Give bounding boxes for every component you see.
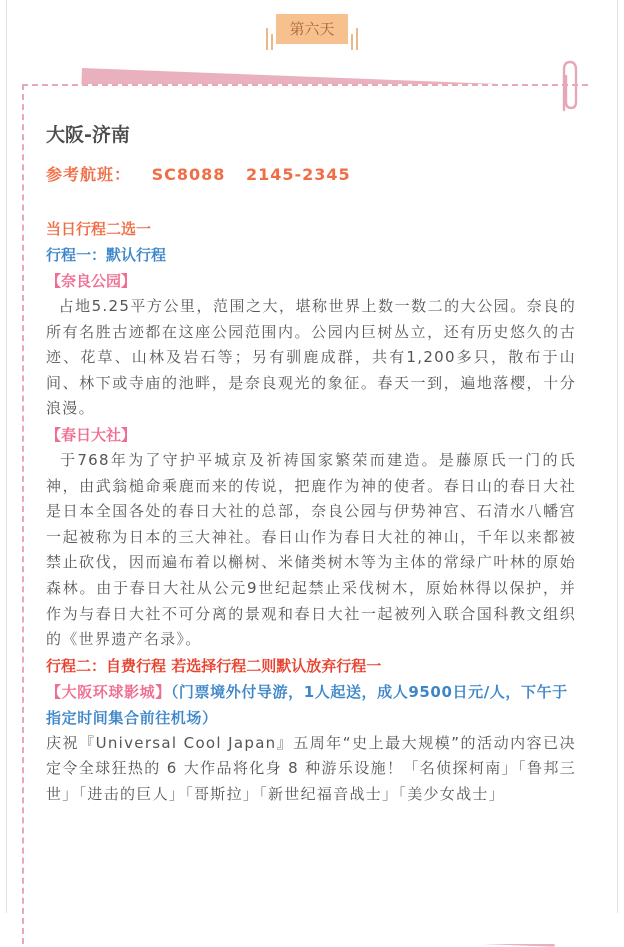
paperclip-icon bbox=[556, 58, 582, 116]
badge-tick-right-inner bbox=[351, 34, 353, 50]
usj-heading bbox=[46, 679, 576, 731]
spacer bbox=[46, 188, 576, 216]
flight-label: 参考航班： bbox=[46, 165, 132, 184]
reference-flight bbox=[46, 162, 576, 188]
day-badge-container bbox=[262, 8, 362, 52]
nara-park-text: 占地5.25平方公里，范围之大，堪称世界上数一数二的大公园。奈良的所有名胜古迹都在这座公园范围内。公园内巨树丛立，还有历史悠久的古迹、花草、山林及岩石等；另有驯鹿成群，共有1,200多只，散布于山间、林下或寺庙的池畔，是奈良观光的象征。春天一到，遍地落樱，十分浪漫。 bbox=[46, 297, 576, 418]
usj-title: 【大阪环球影城】 bbox=[46, 682, 171, 701]
choose-one-note: 当日行程二选一 bbox=[46, 220, 152, 238]
page-edge-right bbox=[617, 0, 618, 913]
page-edge-left bbox=[6, 0, 7, 913]
usj-ticket-note: （门票境外付导游，1人起送，成人9500日元/人，下午于指定时间集合前往机场） bbox=[46, 682, 568, 727]
kasuga-shrine-text: 于768年为了守护平城京及祈祷国家繁荣而建造。是藤原氏一门的氏神，由武翁槌命乘鹿而来的传说，把鹿作为神的使者。春日山的春日大社是日本全国各处的春日大社的总部，奈良公园与伊势神宫、石清水八幡宫一起被称为日本的三大神社。春日山作为春日大社的神山，千年以来都被禁止砍伐，因而遍布着以槲树、米储类树木等为主体的常绿广叶林的原始森林。由于春日大社从公元9世纪起禁止采伐树木，原始林得以保护，并作为与春日大社不可分离的景观和春日大社一起被列入联合国科教文组织的《世界遗产名录》。 bbox=[46, 450, 577, 649]
nara-park-title: 【奈良公园】 bbox=[46, 272, 137, 290]
badge-tick-left-inner bbox=[271, 34, 273, 50]
usj-description: 庆祝『Universal Cool Japan』五周年“史上最大规模”的活动内容已决定令全球狂热的 6 大作品将化身 8 种游乐设施！「名侦探柯南」「鲁邦三世」「进击的巨人」「哥斯拉」「新世纪福音战士」「美少女战士」 bbox=[46, 733, 576, 803]
nara-park-description bbox=[46, 294, 576, 422]
day-badge: 第六天 bbox=[276, 14, 348, 44]
option-two-heading: 行程二：自费行程 若选择行程二则默认放弃行程一 bbox=[46, 656, 382, 675]
route-title: 大阪-济南 bbox=[46, 124, 130, 146]
flight-time: 2145-2345 bbox=[245, 165, 351, 184]
kasuga-shrine-title: 【春日大社】 bbox=[46, 425, 137, 444]
badge-tick-right-outer bbox=[356, 28, 358, 50]
option-one-heading: 行程一：默认行程 bbox=[46, 246, 167, 264]
itinerary-content bbox=[46, 120, 576, 808]
flight-number: SC8088 bbox=[151, 165, 226, 184]
kasuga-shrine-description bbox=[46, 448, 576, 653]
badge-tick-left-outer bbox=[266, 28, 268, 50]
